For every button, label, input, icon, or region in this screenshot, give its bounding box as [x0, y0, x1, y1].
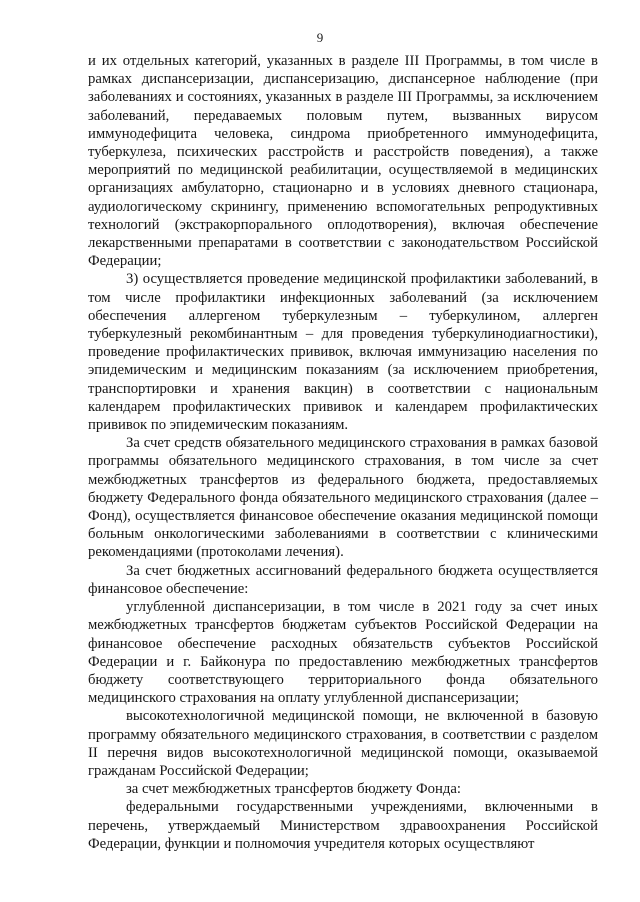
paragraph-2: 3) осуществляется проведение медицинской профилактики заболеваний, в том числе профилактики инфекционных заболеваний (за исключением обеспечения аллергеном туберкулезным – туберкулином, аллерген туберкулезный рекомбинантным – для проведения туберкулинодиагностики), проведение профилактических прививок, включая иммунизацию населения по эпидемическим и медицинским показаниям (за исключением приобретения, транспортировки и хранения вакцин) в соответствии с национальным календарем профилактических прививок и календарем профилактических прививок по эпидемическим показаниям.: [88, 271, 598, 434]
paragraph-7: за счет межбюджетных трансфертов бюджету Фонда:: [126, 781, 461, 798]
paragraph-3: За счет средств обязательного медицинского страхования в рамках базовой программы обязательного медицинского страхования, в том числе за счет межбюджетных трансфертов из федерального бюджета, предоставляемых бюджету Федерального фонда обязательного медицинского страхования (далее – Фонд), осуществляется финансовое обеспечение оказания медицинской помощи больным онкологическими заболеваниями в соответствии с клиническими рекомендациями (протоколами лечения).: [88, 435, 598, 561]
page-number: 9: [316, 30, 324, 45]
document-body: [88, 52, 598, 853]
paragraph-8: федеральными государственными учреждениями, включенными в перечень, утверждаемый Министерством здравоохранения Российской Федерации, функции и полномочия учредителя которых осуществляют: [88, 799, 598, 852]
paragraph-6: высокотехнологичной медицинской помощи, не включенной в базовую программу обязательного медицинского страхования, в соответствии с разделом II перечня видов высокотехнологичной медицинской помощи, оказываемой гражданам Российской Федерации;: [88, 708, 598, 779]
paragraph-4: За счет бюджетных ассигнований федерального бюджета осуществляется финансовое обеспечение:: [88, 562, 598, 597]
paragraph-1: и их отдельных категорий, указанных в разделе III Программы, в том числе в рамках диспансеризации, диспансеризацию, диспансерное наблюдение (при заболеваниях и состояниях, указанных в разделе III Программы, за исключением заболеваний, передаваемых половым путем, вызванных вирусом иммунодефицита человека, синдрома приобретенного иммунодефицита, туберкулеза, психических расстройств и расстройств поведения), а также мероприятий по медицинской реабилитации, осуществляемой в медицинских организациях амбулаторно, стационарно и в условиях дневного стационара, аудиологическому скринингу, применению вспомогательных репродуктивных технологий (экстракорпорального оплодотворения), включая обеспечение лекарственными препаратами в соответствии с законодательством Российской Федерации;: [88, 53, 598, 270]
paragraph-5: углубленной диспансеризации, в том числе в 2021 году за счет иных межбюджетных трансфертов бюджетам субъектов Российской Федерации на финансовое обеспечение расходных обязательств субъектов Российской Федерации и г. Байконура по предоставлению межбюджетных трансфертов бюджету соответствующего территориального фонда обязательного медицинского страхования на оплату углубленной диспансеризации;: [88, 599, 598, 707]
